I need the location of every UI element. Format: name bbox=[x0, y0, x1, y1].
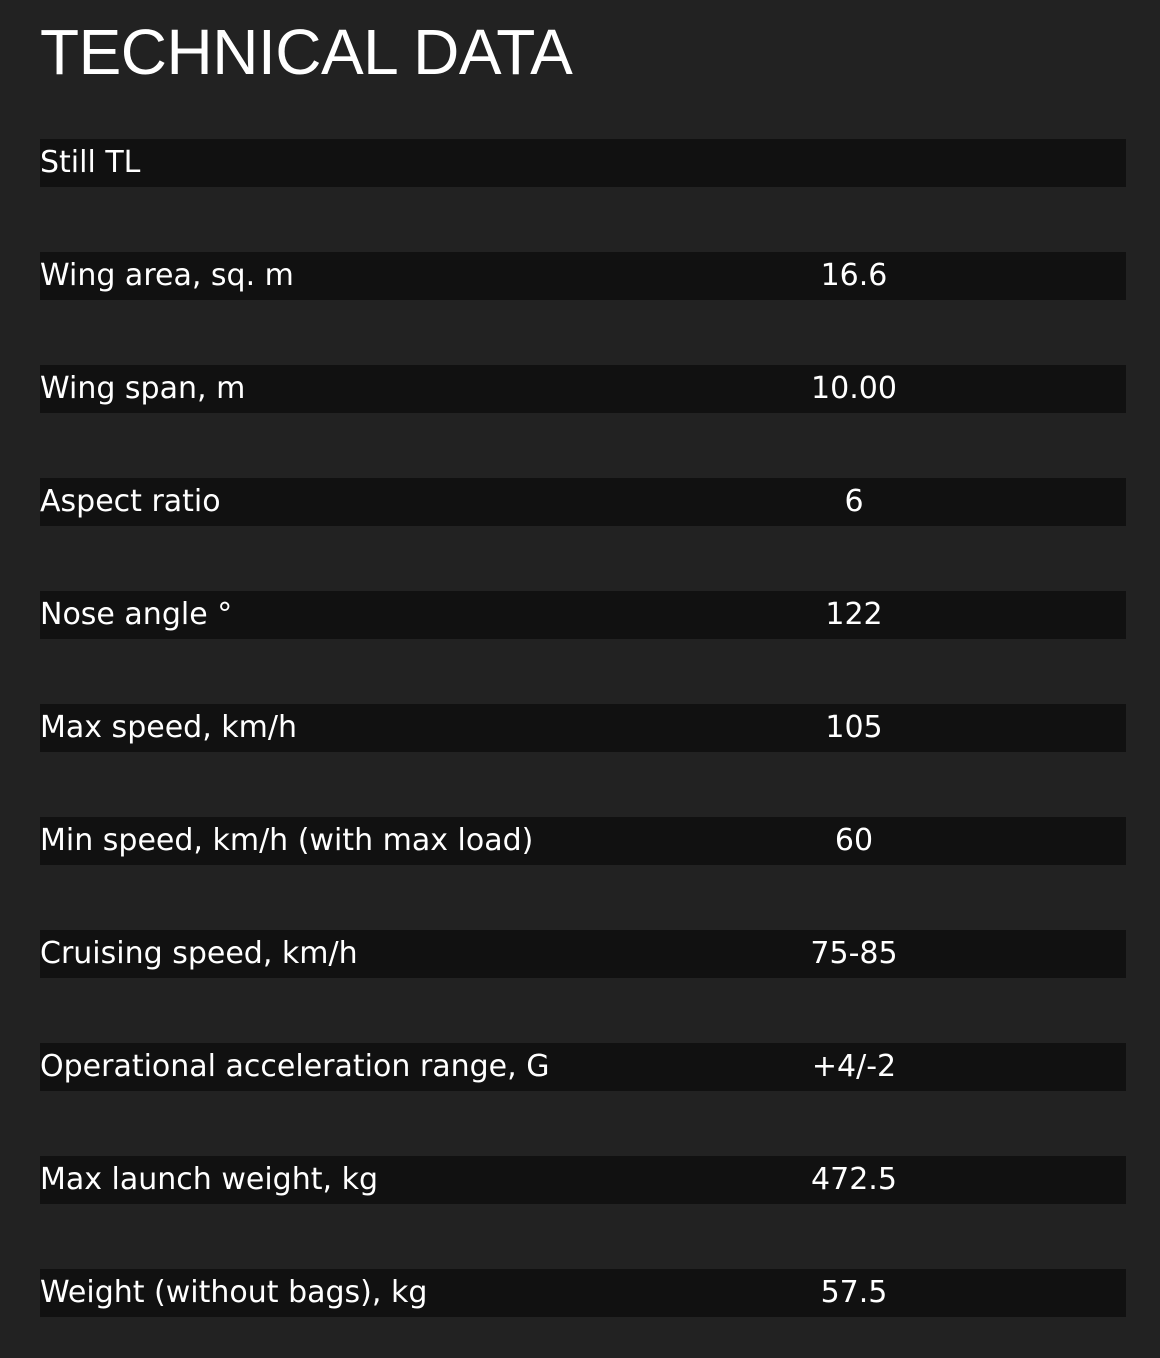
table-row bbox=[40, 1269, 1126, 1317]
row-value: +4/-2 bbox=[811, 1049, 897, 1084]
row-label: Wing span, m bbox=[40, 371, 246, 406]
technical-data-table bbox=[40, 139, 1126, 1317]
page-title: TECHNICAL DATA bbox=[40, 16, 573, 88]
row-value: 10.00 bbox=[811, 371, 897, 406]
table-row bbox=[40, 704, 1126, 752]
row-value: 122 bbox=[825, 597, 883, 632]
row-label: Wing area, sq. m bbox=[40, 258, 294, 293]
table-row bbox=[40, 591, 1126, 639]
row-label: Operational acceleration range, G bbox=[40, 1049, 550, 1084]
row-value: 60 bbox=[834, 823, 874, 858]
table-row bbox=[40, 1043, 1126, 1091]
row-label: Cruising speed, km/h bbox=[40, 936, 358, 971]
row-value: 6 bbox=[844, 484, 864, 519]
row-label: Weight (without bags), kg bbox=[40, 1275, 428, 1310]
row-value: 105 bbox=[825, 710, 883, 745]
row-value: 16.6 bbox=[820, 258, 888, 293]
table-row bbox=[40, 930, 1126, 978]
table-row bbox=[40, 478, 1126, 526]
table-row bbox=[40, 365, 1126, 413]
table-header-label: Still TL bbox=[40, 145, 141, 180]
row-label: Max speed, km/h bbox=[40, 710, 297, 745]
row-label: Max launch weight, kg bbox=[40, 1162, 378, 1197]
row-value: 472.5 bbox=[811, 1162, 897, 1197]
row-label: Aspect ratio bbox=[40, 484, 221, 519]
table-header-row bbox=[40, 139, 1126, 187]
table-row bbox=[40, 817, 1126, 865]
row-label: Min speed, km/h (with max load) bbox=[40, 823, 534, 858]
row-value: 75-85 bbox=[810, 936, 898, 971]
row-label: Nose angle ° bbox=[40, 597, 233, 632]
table-row bbox=[40, 252, 1126, 300]
row-value: 57.5 bbox=[820, 1275, 888, 1310]
table-row bbox=[40, 1156, 1126, 1204]
